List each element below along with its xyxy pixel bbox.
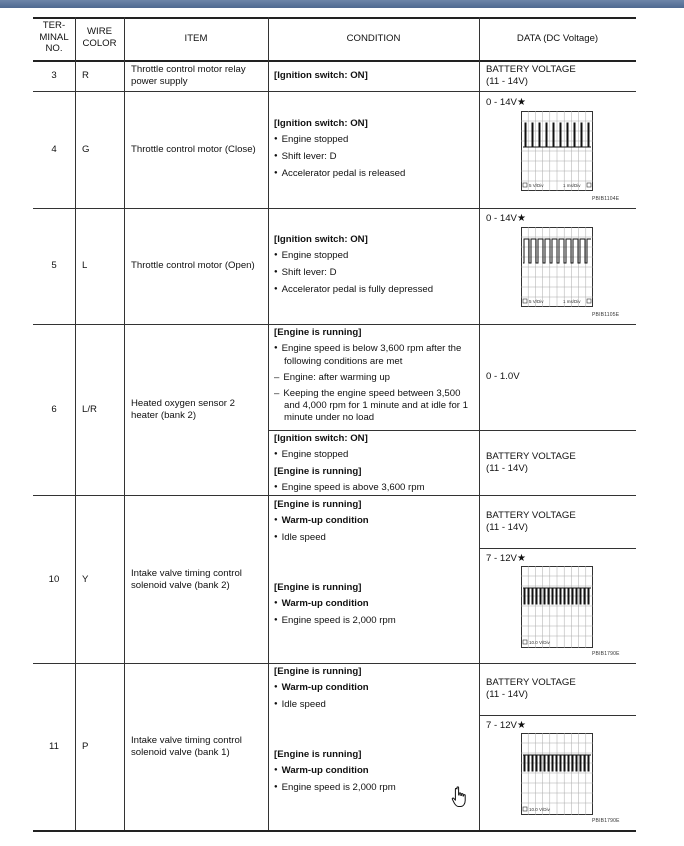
wire-color: R bbox=[82, 70, 89, 81]
condition-bullet: ● Engine speed is 2,000 rpm bbox=[274, 782, 476, 795]
wire-color: P bbox=[82, 741, 89, 752]
terminal-number: 11 bbox=[49, 741, 59, 752]
table-bottom-border bbox=[33, 830, 636, 832]
condition-bullet: ● Accelerator pedal is released bbox=[274, 168, 476, 181]
wire-color: G bbox=[82, 144, 90, 155]
column-divider bbox=[479, 17, 480, 830]
data-value: 0 - 14V★ bbox=[486, 97, 526, 108]
oscilloscope-waveform-close bbox=[521, 111, 593, 191]
terminal-number: 3 bbox=[51, 70, 57, 81]
condition-dash-item: – Engine: after warming up bbox=[274, 372, 476, 384]
condition-bullet: ● Idle speed bbox=[274, 699, 476, 712]
hand-pointer-icon bbox=[451, 786, 469, 813]
data-value: 7 - 12V★ bbox=[486, 720, 526, 731]
terminal-number: 5 bbox=[51, 260, 57, 271]
condition-bullet: ● Engine speed is below 3,600 rpm after the bbox=[274, 343, 476, 356]
condition-bullet: ● Warm-up condition bbox=[274, 515, 476, 528]
data-value: BATTERY VOLTAGE (11 - 14V) bbox=[486, 451, 576, 474]
condition-bullet: ● Engine stopped bbox=[274, 134, 476, 147]
condition-bullet-continued: following conditions are met bbox=[284, 356, 403, 367]
figure-code: PBIB1790E bbox=[592, 818, 620, 824]
condition-title: [Engine is running] bbox=[274, 666, 362, 677]
condition-bullet: ● Engine stopped bbox=[274, 250, 476, 263]
data-value: 7 - 12V★ bbox=[486, 553, 526, 564]
condition-bullet: ● Shift lever: D bbox=[274, 267, 476, 280]
condition-dash-continued: minute under no load bbox=[284, 412, 375, 423]
figure-code: PBIB1790E bbox=[592, 651, 620, 657]
item-name: Throttle control motor relay power supply bbox=[131, 64, 246, 87]
subrow-divider bbox=[268, 430, 636, 431]
column-divider bbox=[75, 17, 76, 830]
condition-block bbox=[274, 749, 476, 799]
condition-title: [Ignition switch: ON] bbox=[274, 118, 368, 129]
condition-block bbox=[274, 118, 476, 185]
condition-title: [Ignition switch: ON] bbox=[274, 234, 368, 245]
svg-text:1 ms/Div: 1 ms/Div bbox=[563, 183, 581, 188]
oscilloscope-waveform-ivt-bank2 bbox=[521, 566, 593, 648]
data-value: BATTERY VOLTAGE (11 - 14V) bbox=[486, 510, 576, 533]
header-condition: CONDITION bbox=[346, 33, 401, 44]
oscilloscope-waveform-ivt-bank1 bbox=[521, 733, 593, 815]
svg-text:5 V/Div: 5 V/Div bbox=[529, 299, 544, 304]
terminal-number: 6 bbox=[51, 404, 57, 415]
header-item: ITEM bbox=[184, 33, 208, 44]
header-data: DATA (DC Voltage) bbox=[516, 33, 599, 44]
condition-block bbox=[274, 499, 476, 549]
condition-dash-continued: and 4,000 rpm for 1 minute and at idle for 1 bbox=[284, 400, 468, 411]
header-wire-color: WIRE COLOR bbox=[82, 26, 117, 49]
window-top-bar bbox=[0, 0, 684, 8]
condition-bullet: ● Warm-up condition bbox=[274, 765, 476, 778]
figure-code: PBIB1104E bbox=[592, 196, 620, 202]
condition-bullet: ● Engine speed is 2,000 rpm bbox=[274, 615, 476, 628]
subrow-divider bbox=[479, 715, 636, 716]
figure-code: PBIB1105E bbox=[592, 312, 620, 318]
svg-text:10.0 V/Div: 10.0 V/Div bbox=[529, 640, 550, 645]
condition-title: [Engine is running] bbox=[274, 749, 362, 760]
condition-bullet: ● Engine stopped bbox=[274, 449, 476, 462]
condition-title: [Ignition switch: ON] bbox=[274, 433, 368, 444]
item-name: Throttle control motor (Close) bbox=[131, 144, 256, 155]
condition-bullet: ● Warm-up condition bbox=[274, 682, 476, 695]
wire-color: Y bbox=[82, 574, 89, 585]
header-terminal: TER- MINAL NO. bbox=[39, 20, 69, 54]
data-value: BATTERY VOLTAGE (11 - 14V) bbox=[486, 64, 576, 87]
condition-bullet: ● Idle speed bbox=[274, 532, 476, 545]
condition-bullet: ● Warm-up condition bbox=[274, 598, 476, 611]
condition-title: [Engine is running] bbox=[274, 499, 362, 510]
condition-title: [Engine is running] bbox=[274, 466, 362, 477]
svg-text:1 ms/Div: 1 ms/Div bbox=[563, 299, 581, 304]
condition-block bbox=[274, 234, 476, 301]
condition-title: [Engine is running] bbox=[274, 327, 362, 338]
svg-text:10.0 V/Div: 10.0 V/Div bbox=[529, 807, 550, 812]
wire-color: L bbox=[82, 260, 88, 271]
data-value: 0 - 14V★ bbox=[486, 213, 526, 224]
condition-block bbox=[274, 666, 476, 716]
terminal-number: 4 bbox=[51, 144, 57, 155]
column-divider bbox=[124, 17, 125, 830]
oscilloscope-waveform-open bbox=[521, 227, 593, 307]
wire-color: L/R bbox=[82, 404, 97, 415]
condition-bullet: ● Shift lever: D bbox=[274, 151, 476, 164]
item-name: Heated oxygen sensor 2 heater (bank 2) bbox=[131, 398, 235, 421]
item-name: Intake valve timing control solenoid valve (bank 1) bbox=[131, 735, 242, 758]
svg-text:5 V/Div: 5 V/Div bbox=[529, 183, 544, 188]
terminal-number: 10 bbox=[48, 574, 60, 585]
condition-dash-item: – Keeping the engine speed between 3,500 bbox=[274, 388, 476, 400]
subrow-divider bbox=[479, 548, 636, 549]
condition-title: [Engine is running] bbox=[274, 582, 362, 593]
condition-bullet: ● Engine speed is above 3,600 rpm bbox=[274, 482, 476, 495]
condition-title: [Ignition switch: ON] bbox=[274, 70, 368, 81]
data-value: BATTERY VOLTAGE (11 - 14V) bbox=[486, 677, 576, 700]
condition-bullet: ● Accelerator pedal is fully depressed bbox=[274, 284, 476, 297]
item-name: Intake valve timing control solenoid valve (bank 2) bbox=[131, 568, 242, 591]
condition-block bbox=[274, 327, 476, 424]
column-divider bbox=[268, 17, 269, 830]
condition-block bbox=[274, 433, 476, 499]
condition-block bbox=[274, 582, 476, 632]
data-value: 0 - 1.0V bbox=[486, 371, 520, 382]
item-name: Throttle control motor (Open) bbox=[131, 260, 255, 271]
